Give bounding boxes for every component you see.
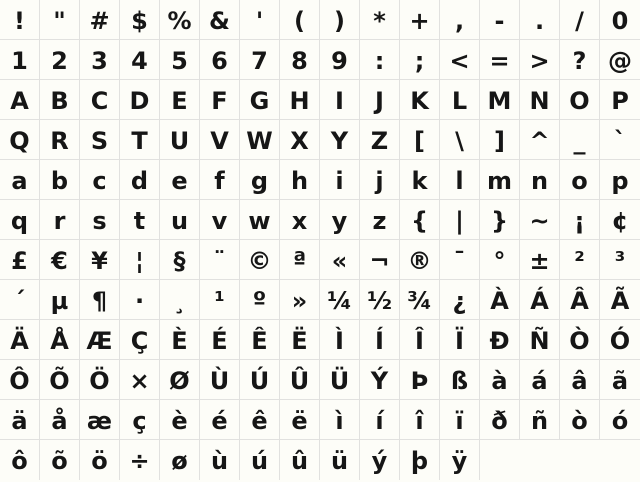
glyph-cell[interactable]: J — [360, 80, 400, 120]
glyph-cell[interactable]: j — [360, 160, 400, 200]
glyph-cell[interactable]: 8 — [280, 40, 320, 80]
glyph-cell[interactable]: o — [560, 160, 600, 200]
glyph-cell[interactable]: ' — [240, 0, 280, 40]
glyph-cell[interactable]: g — [240, 160, 280, 200]
glyph-cell[interactable]: % — [160, 0, 200, 40]
glyph-cell[interactable]: Ó — [600, 320, 640, 360]
glyph-cell[interactable]: ê — [240, 400, 280, 440]
charmap-row — [0, 0, 640, 40]
glyph-cell[interactable]: Ú — [240, 360, 280, 400]
glyph-cell[interactable]: z — [360, 200, 400, 240]
glyph-cell[interactable]: n — [520, 160, 560, 200]
charmap-row — [0, 80, 640, 120]
glyph-cell[interactable]: ù — [200, 440, 240, 480]
glyph-cell[interactable]: & — [200, 0, 240, 40]
glyph-cell[interactable]: Ü — [320, 360, 360, 400]
glyph-cell[interactable]: F — [200, 80, 240, 120]
glyph-cell[interactable]: 0 — [600, 0, 640, 40]
glyph-cell[interactable]: â — [560, 360, 600, 400]
glyph-cell[interactable]: Â — [560, 280, 600, 320]
charmap-row — [0, 360, 640, 400]
glyph-cell[interactable]: u — [160, 200, 200, 240]
glyph-cell[interactable]: é — [200, 400, 240, 440]
glyph-cell[interactable]: V — [200, 120, 240, 160]
glyph-cell[interactable]: Å — [40, 320, 80, 360]
glyph-cell[interactable]: ¯ — [440, 240, 480, 280]
glyph-cell[interactable]: 7 — [240, 40, 280, 80]
glyph-cell[interactable]: Õ — [40, 360, 80, 400]
glyph-cell[interactable]: < — [440, 40, 480, 80]
glyph-cell[interactable]: y — [320, 200, 360, 240]
glyph-cell[interactable]: q — [0, 200, 40, 240]
glyph-cell[interactable]: w — [240, 200, 280, 240]
glyph-cell[interactable]: ! — [0, 0, 40, 40]
glyph-cell[interactable]: ( — [280, 0, 320, 40]
glyph-cell[interactable]: ¥ — [80, 240, 120, 280]
glyph-cell[interactable]: · — [120, 280, 160, 320]
glyph-cell[interactable]: 6 — [200, 40, 240, 80]
glyph-cell[interactable]: f — [200, 160, 240, 200]
glyph-cell[interactable]: . — [520, 0, 560, 40]
glyph-cell[interactable]: Z — [360, 120, 400, 160]
charmap-row — [0, 240, 640, 280]
glyph-cell[interactable]: L — [440, 80, 480, 120]
glyph-cell[interactable]: W — [240, 120, 280, 160]
glyph-cell[interactable]: Í — [360, 320, 400, 360]
glyph-cell[interactable]: | — [440, 200, 480, 240]
glyph-cell[interactable]: Æ — [80, 320, 120, 360]
glyph-cell[interactable]: ¶ — [80, 280, 120, 320]
glyph-cell[interactable]: ò — [560, 400, 600, 440]
glyph-cell[interactable]: p — [600, 160, 640, 200]
empty-cell — [600, 440, 640, 480]
glyph-cell[interactable]: \ — [440, 120, 480, 160]
glyph-cell[interactable]: ~ — [520, 200, 560, 240]
glyph-cell[interactable]: 5 — [160, 40, 200, 80]
glyph-cell[interactable]: Ö — [80, 360, 120, 400]
glyph-cell[interactable]: ö — [80, 440, 120, 480]
glyph-cell[interactable]: Î — [400, 320, 440, 360]
charmap-row — [0, 160, 640, 200]
glyph-cell[interactable]: Ò — [560, 320, 600, 360]
empty-cell — [520, 440, 560, 480]
glyph-cell[interactable]: h — [280, 160, 320, 200]
glyph-cell[interactable]: / — [560, 0, 600, 40]
glyph-cell[interactable]: ½ — [360, 280, 400, 320]
glyph-cell[interactable]: À — [480, 280, 520, 320]
glyph-cell[interactable]: ë — [280, 400, 320, 440]
glyph-cell[interactable]: Ï — [440, 320, 480, 360]
glyph-cell[interactable]: ® — [400, 240, 440, 280]
glyph-cell[interactable]: ÿ — [440, 440, 480, 480]
glyph-cell[interactable]: º — [240, 280, 280, 320]
glyph-cell[interactable]: > — [520, 40, 560, 80]
charmap-row — [0, 40, 640, 80]
charmap-row — [0, 400, 640, 440]
glyph-cell[interactable]: ¦ — [120, 240, 160, 280]
glyph-cell[interactable]: þ — [400, 440, 440, 480]
glyph-cell[interactable]: Ê — [240, 320, 280, 360]
glyph-cell[interactable]: É — [200, 320, 240, 360]
glyph-cell[interactable]: D — [120, 80, 160, 120]
glyph-cell[interactable]: U — [160, 120, 200, 160]
glyph-cell[interactable]: è — [160, 400, 200, 440]
glyph-cell[interactable]: ¬ — [360, 240, 400, 280]
glyph-cell[interactable]: i — [320, 160, 360, 200]
glyph-cell[interactable]: ¡ — [560, 200, 600, 240]
glyph-cell[interactable]: P — [600, 80, 640, 120]
empty-cell — [560, 440, 600, 480]
glyph-cell[interactable]: Ì — [320, 320, 360, 360]
glyph-cell[interactable]: Þ — [400, 360, 440, 400]
glyph-cell[interactable]: t — [120, 200, 160, 240]
glyph-cell[interactable]: x — [280, 200, 320, 240]
glyph-cell[interactable]: : — [360, 40, 400, 80]
glyph-cell[interactable]: T — [120, 120, 160, 160]
glyph-cell[interactable]: ] — [480, 120, 520, 160]
glyph-cell[interactable]: G — [240, 80, 280, 120]
glyph-cell[interactable]: ç — [120, 400, 160, 440]
glyph-cell[interactable]: ð — [480, 400, 520, 440]
glyph-cell[interactable]: R — [40, 120, 80, 160]
glyph-cell[interactable]: ° — [480, 240, 520, 280]
glyph-cell[interactable]: } — [480, 200, 520, 240]
glyph-cell[interactable]: $ — [120, 0, 160, 40]
glyph-cell[interactable]: { — [400, 200, 440, 240]
glyph-cell[interactable]: ã — [600, 360, 640, 400]
glyph-cell[interactable]: Ý — [360, 360, 400, 400]
glyph-cell[interactable]: € — [40, 240, 80, 280]
glyph-cell[interactable]: e — [160, 160, 200, 200]
glyph-cell[interactable]: Ë — [280, 320, 320, 360]
glyph-cell[interactable]: * — [360, 0, 400, 40]
glyph-cell[interactable]: # — [80, 0, 120, 40]
glyph-cell[interactable]: à — [480, 360, 520, 400]
glyph-cell[interactable]: b — [40, 160, 80, 200]
glyph-cell[interactable]: I — [320, 80, 360, 120]
glyph-cell[interactable]: - — [480, 0, 520, 40]
glyph-cell[interactable]: N — [520, 80, 560, 120]
glyph-cell[interactable]: d — [120, 160, 160, 200]
glyph-cell[interactable]: £ — [0, 240, 40, 280]
glyph-cell[interactable]: ´ — [0, 280, 40, 320]
glyph-cell[interactable]: © — [240, 240, 280, 280]
glyph-cell[interactable]: 3 — [80, 40, 120, 80]
glyph-cell[interactable]: ¿ — [440, 280, 480, 320]
glyph-cell[interactable]: ì — [320, 400, 360, 440]
glyph-cell[interactable]: Ä — [0, 320, 40, 360]
glyph-cell[interactable]: 4 — [120, 40, 160, 80]
glyph-cell[interactable]: s — [80, 200, 120, 240]
glyph-cell[interactable]: C — [80, 80, 120, 120]
glyph-cell[interactable]: Ç — [120, 320, 160, 360]
glyph-cell[interactable]: ¾ — [400, 280, 440, 320]
glyph-cell[interactable]: ü — [320, 440, 360, 480]
glyph-cell[interactable]: Ô — [0, 360, 40, 400]
glyph-cell[interactable]: l — [440, 160, 480, 200]
glyph-cell[interactable]: ß — [440, 360, 480, 400]
glyph-cell[interactable]: ¸ — [160, 280, 200, 320]
glyph-cell[interactable]: ÷ — [120, 440, 160, 480]
glyph-cell[interactable]: æ — [80, 400, 120, 440]
glyph-cell[interactable]: k — [400, 160, 440, 200]
glyph-cell[interactable]: Ø — [160, 360, 200, 400]
glyph-cell[interactable]: a — [0, 160, 40, 200]
glyph-cell[interactable]: + — [400, 0, 440, 40]
glyph-cell[interactable]: Ã — [600, 280, 640, 320]
glyph-cell[interactable]: × — [120, 360, 160, 400]
glyph-cell[interactable]: O — [560, 80, 600, 120]
glyph-cell[interactable]: ª — [280, 240, 320, 280]
glyph-cell[interactable]: , — [440, 0, 480, 40]
glyph-cell[interactable]: ; — [400, 40, 440, 80]
glyph-cell[interactable]: ø — [160, 440, 200, 480]
glyph-cell[interactable]: ¼ — [320, 280, 360, 320]
charmap-row — [0, 280, 640, 320]
charmap-row — [0, 120, 640, 160]
charmap-row — [0, 440, 640, 480]
glyph-cell[interactable]: « — [320, 240, 360, 280]
glyph-cell[interactable]: í — [360, 400, 400, 440]
glyph-cell[interactable]: M — [480, 80, 520, 120]
glyph-cell[interactable]: î — [400, 400, 440, 440]
glyph-cell[interactable]: = — [480, 40, 520, 80]
glyph-cell[interactable]: Ù — [200, 360, 240, 400]
glyph-cell[interactable]: ` — [600, 120, 640, 160]
glyph-cell[interactable]: È — [160, 320, 200, 360]
glyph-cell[interactable]: § — [160, 240, 200, 280]
glyph-cell[interactable]: H — [280, 80, 320, 120]
glyph-cell[interactable]: X — [280, 120, 320, 160]
glyph-cell[interactable]: @ — [600, 40, 640, 80]
glyph-cell[interactable]: ± — [520, 240, 560, 280]
glyph-cell[interactable]: Y — [320, 120, 360, 160]
empty-cell — [480, 440, 520, 480]
charmap-row — [0, 320, 640, 360]
glyph-cell[interactable]: ¨ — [200, 240, 240, 280]
glyph-cell[interactable]: ¹ — [200, 280, 240, 320]
glyph-cell[interactable]: ³ — [600, 240, 640, 280]
glyph-cell[interactable]: ô — [0, 440, 40, 480]
glyph-cell[interactable]: _ — [560, 120, 600, 160]
glyph-cell[interactable]: 1 — [0, 40, 40, 80]
glyph-cell[interactable]: ý — [360, 440, 400, 480]
glyph-cell[interactable]: µ — [40, 280, 80, 320]
glyph-cell[interactable]: » — [280, 280, 320, 320]
glyph-cell[interactable]: " — [40, 0, 80, 40]
glyph-cell[interactable]: ï — [440, 400, 480, 440]
glyph-cell[interactable]: Q — [0, 120, 40, 160]
glyph-cell[interactable]: A — [0, 80, 40, 120]
glyph-cell[interactable]: û — [280, 440, 320, 480]
glyph-cell[interactable]: ^ — [520, 120, 560, 160]
glyph-cell[interactable]: [ — [400, 120, 440, 160]
glyph-cell[interactable]: ú — [240, 440, 280, 480]
glyph-cell[interactable]: ? — [560, 40, 600, 80]
glyph-cell[interactable]: r — [40, 200, 80, 240]
charmap-row — [0, 200, 640, 240]
glyph-cell[interactable]: 9 — [320, 40, 360, 80]
glyph-cell[interactable]: ä — [0, 400, 40, 440]
glyph-cell[interactable]: á — [520, 360, 560, 400]
glyph-cell[interactable]: v — [200, 200, 240, 240]
glyph-cell[interactable]: ) — [320, 0, 360, 40]
glyph-cell[interactable]: å — [40, 400, 80, 440]
glyph-cell[interactable]: c — [80, 160, 120, 200]
glyph-cell[interactable]: K — [400, 80, 440, 120]
glyph-cell[interactable]: ñ — [520, 400, 560, 440]
glyph-cell[interactable]: ¢ — [600, 200, 640, 240]
glyph-cell[interactable]: Ñ — [520, 320, 560, 360]
glyph-cell[interactable]: ² — [560, 240, 600, 280]
glyph-cell[interactable]: S — [80, 120, 120, 160]
glyph-cell[interactable]: 2 — [40, 40, 80, 80]
glyph-cell[interactable]: ó — [600, 400, 640, 440]
glyph-cell[interactable]: B — [40, 80, 80, 120]
glyph-cell[interactable]: E — [160, 80, 200, 120]
glyph-cell[interactable]: Û — [280, 360, 320, 400]
glyph-cell[interactable]: õ — [40, 440, 80, 480]
glyph-cell[interactable]: Á — [520, 280, 560, 320]
glyph-cell[interactable]: m — [480, 160, 520, 200]
glyph-cell[interactable]: Ð — [480, 320, 520, 360]
